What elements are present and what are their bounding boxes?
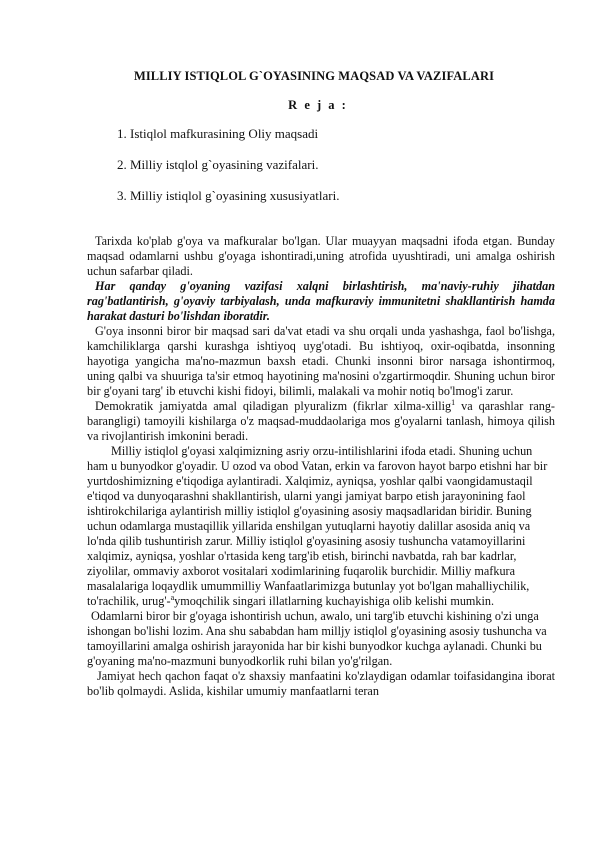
paragraph-intro: Tarixda ko'plab g'oya va mafkuralar bo'lgan. Ular muayyan maqsadni ifoda etgan. Bunday maqsad odamlarni ushbu g'oyaga ishontiradi,uning atrofida uyushtiradi, uni amalga oshirish uchun safarbar qiladi. bbox=[87, 234, 555, 278]
body-text bbox=[87, 234, 555, 699]
paragraph-national-idea-text-cont: ymoqchilik singari illatlarning kuchayishiga olib kelishi mumkin. bbox=[174, 594, 495, 608]
document-title: MILLIY ISTIQLOL G`OYASINING MAQSAD VA VAZIFALARI bbox=[133, 69, 495, 83]
paragraph-pluralism bbox=[87, 399, 555, 444]
plan-item: 1. Istiqlol mafkurasining Oliy maqsadi bbox=[117, 126, 319, 141]
paragraph-society: Jamiyat hech qachon faqat o'z shaxsiy manfaatini ko'zlaydigan odamlar toifasidangina iborat bo'lib qolmaydi. Aslida, kishilar umumiy manfaatlarni teran bbox=[87, 669, 555, 698]
footnote-marker: 1 bbox=[451, 397, 456, 407]
paragraph-pluralism-text-cont: va qarashlar rang-barangligi) tamoyili kishilarga o'z maqsad-muddaolariga mos g'oyalarni tanlash, himoya qilish va rivojlantirish imkonini beradi. bbox=[87, 399, 555, 443]
plan-heading: R e j a : bbox=[288, 98, 348, 112]
plan-item: 2. Milliy istqlol g`oyasining vazifalari. bbox=[117, 157, 319, 172]
paragraph-national-idea bbox=[87, 444, 555, 609]
paragraph-national-idea-text: Milliy istiqlol g'oyasi xalqimizning asriy orzu-intilishlarini ifoda etadi. Shuning uchun ham u bunyodkor g'oyadir. U ozod va obod Vatan, erkin va farovon hayot barpo etishni har bir yurtdoshimizning e'tiqodiga aylantiradi. Xalqimiz, ayniqsa, yoshlar qalbi vaongidamustaqil e'tiqod va dunyoqarashni shakllantirish, ularni yangi jamiyat barpo etish jarayonining faol ishtirokchilariga aylantirish milliy istiqlol g'oyasining asosiy maqsadlaridan biridir. Buning uchun odamlarga mustaqillik yillarida enshilgan yutuqlarni hayotiy dalillar asosida aniq va lo'nda qilib tushuntirish zarur. Milliy istiqlol g'oyasining asosiy tushuncha vatamoyillarini xalqimiz, ayniqsa, yoshlar o'rtasida keng targ'ib etish, birinchi navbatda, rah bar kadrlar, ziyolilar, ommaviy axborot vositalari xodimlarining fuqarolik burchidir. Milliy mafkura masalalariga loqaydlik umummilliy Wanfaatlarimizga butunlay yot bo'lgan mahalliychilik, to'rachilik, urug'- bbox=[87, 444, 548, 608]
superscript-marker: a bbox=[170, 592, 175, 602]
paragraph-idea-purpose: G'oya insonni biror bir maqsad sari da'vat etadi va shu orqali unda yashashga, faol bo'lishga, kamchiliklarga qarshi kurashga ishtiyoq uyg'otadi. Bu ishtiyoq, oxir-oqibatda, insonning hayotiga yangicha ma'no-mazmun baxsh etadi. Chunki insonni biror narsaga ishontirmoq, uning qalbi va shuuriga ta'sir etmoq hayotining ma'nosini o'zgartirmoqdir. Shuning uchun biror bir g'oyani targ' ib etuvchi kishi fidoyi, bilimli, malakali va mohir notiq bo'lmog'i zarur. bbox=[87, 324, 555, 398]
paragraph-emphasis: Har qanday g'oyaning vazifasi xalqni birlashtirish, ma'naviy-ruhiy jihatdan rag'batlantirish, g'oyaviy tarbiyalash, unda mafkuraviy immunitetni shakllantirish hamda harakat dasturi bo'lishdan iboratdir. bbox=[87, 279, 555, 323]
plan-item: 3. Milliy istiqlol g`oyasining xususiyatlari. bbox=[117, 188, 340, 203]
paragraph-pluralism-text: Demokratik jamiyatda amal qiladigan plyuralizm (fikrlar xilma-xillig bbox=[95, 399, 452, 413]
paragraph-belief: Odamlarni biror bir g'oyaga ishontirish uchun, awalo, uni targ'ib etuvchi kishining o'zi unga ishongan bo'lishi lozim. Ana shu sababdan ham milljy istiqlol g'oyasining asosiy tushuncha va tamoyillarini amalga oshirish jarayonida har bir kishi bunyodkor kuchga aylanadi. Chunki bu g'oyaning ma'no-mazmuni bunyodkorlik ruhi bilan yo'g'rilgan. bbox=[87, 609, 547, 668]
